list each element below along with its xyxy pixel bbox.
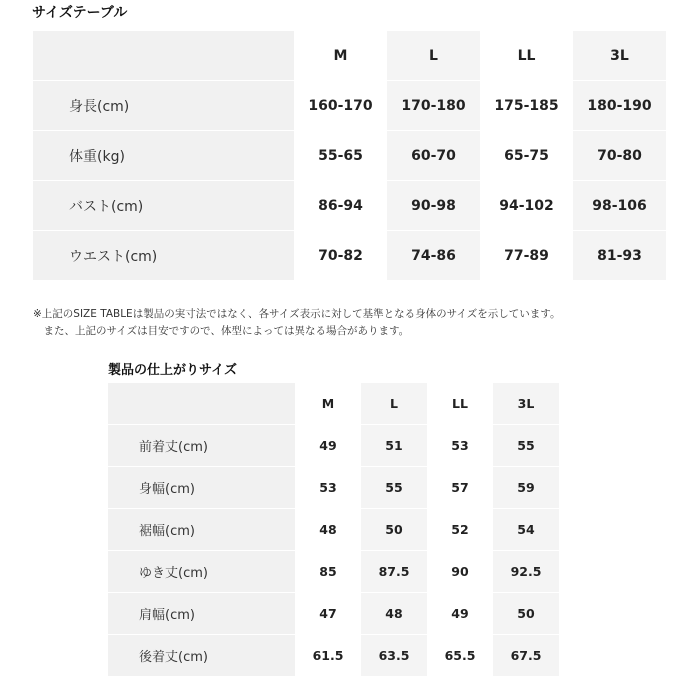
row-label: ウエスト(cm) xyxy=(33,231,294,280)
row-label: 肩幅(cm) xyxy=(108,593,295,635)
header-row xyxy=(108,383,559,425)
finished-size-table-title: 製品の仕上がりサイズ xyxy=(108,363,237,378)
value-cell: 52 xyxy=(427,509,493,551)
column-header-l: L xyxy=(387,31,480,81)
table-row xyxy=(108,593,559,635)
column-header-m: M xyxy=(295,383,361,425)
value-cell: 92.5 xyxy=(493,551,559,593)
finished-size-table xyxy=(108,383,559,676)
value-cell: 50 xyxy=(493,593,559,635)
value-cell: 48 xyxy=(361,593,427,635)
row-label: 裾幅(cm) xyxy=(108,509,295,551)
value-cell: 55 xyxy=(493,425,559,467)
value-cell: 55-65 xyxy=(294,131,387,181)
value-cell: 67.5 xyxy=(493,635,559,676)
table-row xyxy=(108,551,559,593)
value-cell: 160-170 xyxy=(294,81,387,131)
value-cell: 49 xyxy=(427,593,493,635)
value-cell: 85 xyxy=(295,551,361,593)
value-cell: 53 xyxy=(295,467,361,509)
value-cell: 86-94 xyxy=(294,181,387,231)
value-cell: 90 xyxy=(427,551,493,593)
value-cell: 81-93 xyxy=(573,231,666,280)
header-corner-cell xyxy=(33,31,294,81)
row-label: 体重(kg) xyxy=(33,131,294,181)
value-cell: 87.5 xyxy=(361,551,427,593)
value-cell: 70-82 xyxy=(294,231,387,280)
table-row xyxy=(33,81,666,131)
value-cell: 65.5 xyxy=(427,635,493,676)
table-row xyxy=(108,635,559,676)
table-row xyxy=(33,181,666,231)
value-cell: 170-180 xyxy=(387,81,480,131)
value-cell: 51 xyxy=(361,425,427,467)
value-cell: 77-89 xyxy=(480,231,573,280)
value-cell: 59 xyxy=(493,467,559,509)
value-cell: 98-106 xyxy=(573,181,666,231)
row-label: 前着丈(cm) xyxy=(108,425,295,467)
size-note-line-2: また、上記のサイズは目安ですので、体型によっては異なる場合があります。 xyxy=(33,325,410,337)
value-cell: 175-185 xyxy=(480,81,573,131)
column-header-m: M xyxy=(294,31,387,81)
row-label: 身幅(cm) xyxy=(108,467,295,509)
table-row xyxy=(33,131,666,181)
column-header-3l: 3L xyxy=(573,31,666,81)
header-row xyxy=(33,31,666,81)
size-note-line-1: ※上記のSIZE TABLEは製品の実寸法ではなく、各サイズ表示に対して基準となる身体のサイズを示しています。 xyxy=(33,308,561,320)
table-row xyxy=(108,467,559,509)
value-cell: 90-98 xyxy=(387,181,480,231)
value-cell: 74-86 xyxy=(387,231,480,280)
value-cell: 63.5 xyxy=(361,635,427,676)
value-cell: 50 xyxy=(361,509,427,551)
value-cell: 57 xyxy=(427,467,493,509)
table-row xyxy=(108,509,559,551)
value-cell: 61.5 xyxy=(295,635,361,676)
row-label: 後着丈(cm) xyxy=(108,635,295,676)
table-row xyxy=(33,231,666,280)
column-header-ll: LL xyxy=(427,383,493,425)
value-cell: 54 xyxy=(493,509,559,551)
column-header-l: L xyxy=(361,383,427,425)
value-cell: 47 xyxy=(295,593,361,635)
value-cell: 70-80 xyxy=(573,131,666,181)
table-row xyxy=(108,425,559,467)
column-header-ll: LL xyxy=(480,31,573,81)
value-cell: 60-70 xyxy=(387,131,480,181)
value-cell: 65-75 xyxy=(480,131,573,181)
size-table-body xyxy=(33,31,666,280)
value-cell: 49 xyxy=(295,425,361,467)
value-cell: 180-190 xyxy=(573,81,666,131)
column-header-3l: 3L xyxy=(493,383,559,425)
value-cell: 48 xyxy=(295,509,361,551)
size-note xyxy=(33,306,560,340)
value-cell: 53 xyxy=(427,425,493,467)
finished-size-table-body xyxy=(108,383,559,676)
size-table-title: サイズテーブル xyxy=(32,5,128,21)
header-corner-cell xyxy=(108,383,295,425)
row-label: バスト(cm) xyxy=(33,181,294,231)
value-cell: 55 xyxy=(361,467,427,509)
row-label: 身長(cm) xyxy=(33,81,294,131)
value-cell: 94-102 xyxy=(480,181,573,231)
size-table xyxy=(33,31,666,280)
row-label: ゆき丈(cm) xyxy=(108,551,295,593)
